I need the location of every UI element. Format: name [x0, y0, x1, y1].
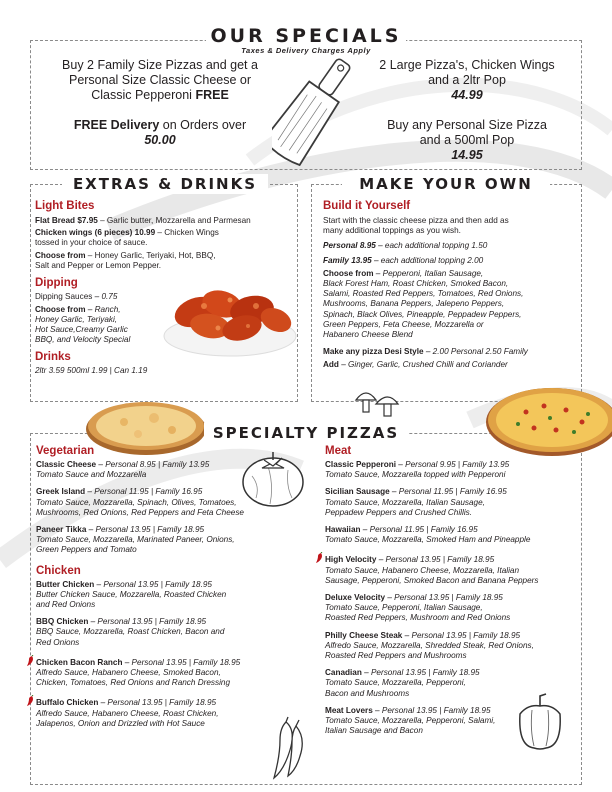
- build-title: Build it Yourself: [323, 200, 411, 212]
- item-desc: Alfredo Sauce, Habanero Cheese, Smoked Bacon,: [36, 668, 221, 678]
- item-desc: – Chicken Wings: [155, 228, 219, 238]
- promo-line: Personal Size Classic Cheese or: [68, 73, 252, 87]
- bell-pepper-icon: [512, 692, 568, 752]
- promo-line: [40, 88, 280, 103]
- promo-price: 50.00: [144, 133, 176, 147]
- item-header: [36, 617, 298, 627]
- list-item: [35, 228, 297, 248]
- item-name: Chicken wings (6 pieces): [35, 228, 133, 238]
- chicken-title: Chicken: [36, 564, 81, 577]
- item-name: Chicken Bacon Ranch: [36, 657, 123, 667]
- chicken-list: [36, 580, 298, 729]
- promo-line: and a 500ml Pop: [419, 133, 515, 147]
- item-price: – Personal 11.95 | Family 16.95: [389, 487, 507, 497]
- light-bites-title: Light Bites: [35, 200, 95, 212]
- intro-line: many additional toppings as you wish.: [323, 225, 461, 235]
- item-header: [325, 487, 581, 497]
- item-desc: – Ranch,: [85, 304, 121, 314]
- promo-free-delivery: [40, 118, 280, 148]
- item-price: – Personal 13.95 | Family 18.95: [88, 617, 207, 627]
- item-desc: BBQ, and Velocity Special: [35, 335, 131, 345]
- list-item: [35, 216, 297, 226]
- list-item: [36, 580, 298, 611]
- item-desc: – Honey Garlic, Teriyaki, Hot, BBQ,: [85, 251, 216, 261]
- item-desc: Red Onions: [36, 637, 80, 647]
- item-price: – Personal 8.95 | Family 13.95: [96, 460, 210, 469]
- item-price: – Personal 13.95 | Family 18.95: [385, 593, 503, 603]
- list-item: [35, 251, 297, 271]
- item-desc: – Pepperoni, Italian Sausage,: [373, 268, 484, 278]
- item-desc: Butter Chicken Sauce, Mozzarella, Roasted Chicken: [36, 589, 227, 599]
- chili-icon: [316, 552, 323, 563]
- item-price: – Personal 13.95 | Family 18.95: [94, 579, 212, 589]
- item-header: [36, 580, 298, 590]
- item-price: – Personal 13.95 | Family 18.95: [122, 657, 241, 667]
- item-header: [36, 655, 298, 668]
- item-name: Choose from: [323, 268, 374, 278]
- item-name: Greek Island: [36, 487, 86, 497]
- item-desc: and Red Onions: [36, 600, 96, 610]
- tomato-icon: [238, 446, 308, 510]
- item-desc: Salt and Pepper or Lemon Pepper.: [35, 261, 162, 271]
- intro-line: Start with the classic cheese pizza and then add as: [323, 215, 509, 225]
- promo-delivery-bold: FREE Delivery: [73, 118, 160, 132]
- item-desc: Alfredo Sauce, Mozzarella, Shredded Steak, Red Onions,: [325, 640, 534, 650]
- list-item: [323, 269, 579, 340]
- promo-price: 14.95: [451, 148, 483, 162]
- item-desc: Tomato Sauce, Mozzarella, Spinach, Olives, Tomatoes,: [36, 497, 237, 507]
- item-name: Canadian: [325, 668, 362, 678]
- promo-personal-deal: [352, 118, 582, 163]
- item-name: Dipping Sauces: [35, 292, 93, 302]
- item-name: Sicilian Sausage: [325, 487, 390, 497]
- list-item: 2ltr 3.59 500ml 1.99 | Can 1.19: [35, 366, 148, 376]
- item-header: [36, 525, 298, 535]
- item-price: – Personal 13.95 | Family 18.95: [372, 705, 491, 715]
- list-item: [323, 360, 579, 370]
- item-desc: – each additional topping 2.00: [371, 256, 484, 266]
- item-desc: BBQ Sauce, Mozzarella, Roast Chicken, Bacon and: [36, 627, 225, 637]
- chili-peppers-icon: [266, 716, 310, 782]
- item-desc: Sausage, Pepperoni, Smoked Bacon and Banana Peppers: [325, 575, 539, 585]
- list-item: [325, 631, 581, 662]
- promo-line: Buy any Personal Size Pizza: [387, 118, 547, 132]
- item-name: Classic Cheese: [36, 460, 97, 469]
- item-price: – Personal 13.95 | Family 18.95: [402, 630, 521, 640]
- item-name: Choose from: [35, 304, 86, 314]
- item-name: Add: [323, 359, 339, 369]
- item-desc: Tomato Sauce, Mozzarella, Marinated Paneer, Onions,: [36, 535, 235, 545]
- item-desc: – 2.00 Personal 2.50 Family: [423, 347, 528, 357]
- item-desc: Italian Sausage and Bacon: [325, 726, 423, 736]
- item-desc: Hot Sauce,Creamy Garlic: [35, 325, 128, 335]
- make-your-own-content: [323, 195, 579, 370]
- item-price: – Personal 11.95 | Family 16.95: [85, 487, 203, 497]
- promo-wings-deal: [352, 58, 582, 103]
- mushroom-icon: [352, 384, 402, 418]
- item-header: [325, 631, 581, 641]
- chicken-wings-image: [160, 276, 300, 360]
- chili-icon: [27, 695, 34, 706]
- item-name: Flat Bread $7.95: [35, 215, 98, 225]
- item-name: Butter Chicken: [36, 579, 95, 589]
- item-desc: Tomato Sauce, Mozzarella, Italian Sausage,: [325, 497, 485, 507]
- item-name: Family 13.95: [323, 256, 372, 266]
- item-header: [325, 525, 581, 535]
- item-name: Classic Pepperoni: [325, 460, 396, 469]
- list-item: [323, 256, 579, 266]
- item-desc: Habanero Cheese Blend: [323, 330, 413, 340]
- item-name: Meat Lovers: [325, 705, 373, 715]
- make-your-own-title: MAKE YOUR OWN: [342, 174, 550, 194]
- list-item: [325, 593, 581, 624]
- list-item: [36, 525, 298, 556]
- item-desc: Salami, Roasted Red Peppers, Tomatoes, Red Onions,: [323, 289, 524, 299]
- item-desc: Green Peppers and Tomato: [36, 545, 137, 555]
- intro-text: [323, 216, 579, 236]
- cutting-board-icon: [272, 44, 352, 174]
- item-name: Choose from: [35, 251, 86, 261]
- item-price: – Personal 13.95 | Family 18.95: [98, 698, 217, 708]
- page-title: OUR SPECIALS: [206, 24, 406, 48]
- promo-text: Classic Pepperoni: [91, 88, 196, 102]
- list-item: [36, 695, 298, 729]
- specialty-title: SPECIALTY PIZZAS: [204, 423, 408, 443]
- item-name: Hawaiian: [325, 525, 361, 535]
- list-item: [325, 460, 581, 480]
- dipping-title: Dipping: [35, 276, 78, 289]
- promo-text: on Orders over: [159, 118, 247, 132]
- list-item: [325, 525, 581, 545]
- promo-free: FREE: [195, 88, 229, 102]
- item-name: BBQ Chicken: [36, 617, 89, 627]
- item-desc: Bacon and Mushrooms: [325, 688, 410, 698]
- page-subtitle: Taxes & Delivery Charges Apply: [241, 46, 371, 55]
- extras-title: EXTRAS & DRINKS: [62, 174, 268, 194]
- item-header: [325, 552, 581, 565]
- item-desc: Jalapenos, Onion and Drizzled with Hot Sauce: [36, 718, 205, 728]
- item-desc: Green Peppers, Feta Cheese, Mozzarella or: [323, 319, 484, 329]
- promo-line: 2 Large Pizza's, Chicken Wings: [379, 58, 555, 72]
- item-name: Deluxe Velocity: [325, 593, 386, 603]
- promo-line: Buy 2 Family Size Pizzas and get a: [62, 58, 258, 72]
- item-header: [325, 593, 581, 603]
- promo-price: 44.99: [451, 88, 483, 102]
- meat-title: Meat: [325, 445, 352, 457]
- item-name: High Velocity: [325, 555, 377, 565]
- item-desc: Tomato Sauce, Habanero Cheese, Mozzarella, Italian: [325, 565, 520, 575]
- list-item: [323, 241, 579, 251]
- item-desc: Tomato Sauce, Mozzarella topped with Pepperoni: [325, 470, 506, 480]
- list-item: [325, 487, 581, 518]
- drinks-title: Drinks: [35, 350, 71, 363]
- item-desc: Roasted Red Peppers and Mushrooms: [325, 651, 467, 661]
- item-header: [36, 695, 298, 708]
- item-price: – Personal 11.95 | Family 16.95: [360, 525, 478, 535]
- item-name: Philly Cheese Steak: [325, 630, 403, 640]
- item-desc: Tomato Sauce, Mozzarella, Pepperoni, Salami,: [325, 716, 496, 726]
- list-item: [325, 552, 581, 586]
- item-desc: Mushrooms, Banana Peppers, Jalepeno Peppers,: [323, 299, 505, 309]
- chili-icon: [27, 655, 34, 666]
- item-name: Buffalo Chicken: [36, 698, 99, 708]
- item-desc: – Ginger, Garlic, Crushed Chilli and Coriander: [338, 359, 508, 369]
- item-desc: Tomato Sauce, Mozzarella, Pepperoni,: [325, 678, 466, 688]
- item-desc: Peppadew Peppers and Crushed Chillis.: [325, 507, 473, 517]
- item-price: – Personal 13.95 | Family 18.95: [361, 668, 480, 678]
- item-desc: Chicken, Tomatoes, Red Onions and Ranch Dressing: [36, 678, 231, 688]
- item-desc: Alfredo Sauce, Habanero Cheese, Roast Chicken,: [36, 708, 219, 718]
- item-price: – Personal 9.95 | Family 13.95: [396, 460, 510, 469]
- item-desc: Roasted Red Peppers, Mushroom and Red Onions: [325, 613, 511, 623]
- item-price: 10.99: [132, 228, 156, 238]
- item-desc: – Garlic butter, Mozzarella and Parmesan: [97, 215, 251, 225]
- item-desc: tossed in your choice of sauce.: [35, 238, 148, 248]
- item-header: [325, 460, 581, 470]
- item-header: [325, 668, 581, 678]
- item-desc: Tomato Sauce, Pepperoni, Italian Sausage,: [325, 603, 483, 613]
- item-name: Personal 8.95: [323, 240, 376, 250]
- item-price: – Personal 13.95 | Family 18.95: [86, 525, 205, 535]
- item-price: – Personal 13.95 | Family 18.95: [376, 555, 495, 565]
- item-desc: Black Forest Ham, Roast Chicken, Smoked Bacon,: [323, 279, 509, 289]
- item-desc: Spinach, Black Olives, Pineapple, Peppadew Peppers,: [323, 309, 522, 319]
- list-item: [323, 347, 579, 357]
- promo-line: and a 2ltr Pop: [428, 73, 506, 87]
- item-desc: Mushrooms, Red Onions, Red Peppers and Feta Cheese: [36, 507, 244, 517]
- item-desc: Honey Garlic, Teriyaki,: [35, 314, 118, 324]
- item-name: Make any pizza Desi Style: [323, 347, 424, 357]
- promo-line: [40, 118, 280, 133]
- item-price: – 0.75: [92, 292, 118, 302]
- item-desc: – each additional topping 1.50: [375, 240, 488, 250]
- item-name: Paneer Tikka: [36, 525, 87, 535]
- item-desc: Tomato Sauce and Mozzarella: [36, 470, 147, 480]
- vegetarian-title: Vegetarian: [36, 445, 95, 457]
- list-item: [36, 617, 298, 648]
- promo-family-deal: [40, 58, 280, 103]
- list-item: [36, 655, 298, 689]
- item-desc: Tomato Sauce, Mozzarella, Smoked Ham and Pineapple: [325, 535, 531, 545]
